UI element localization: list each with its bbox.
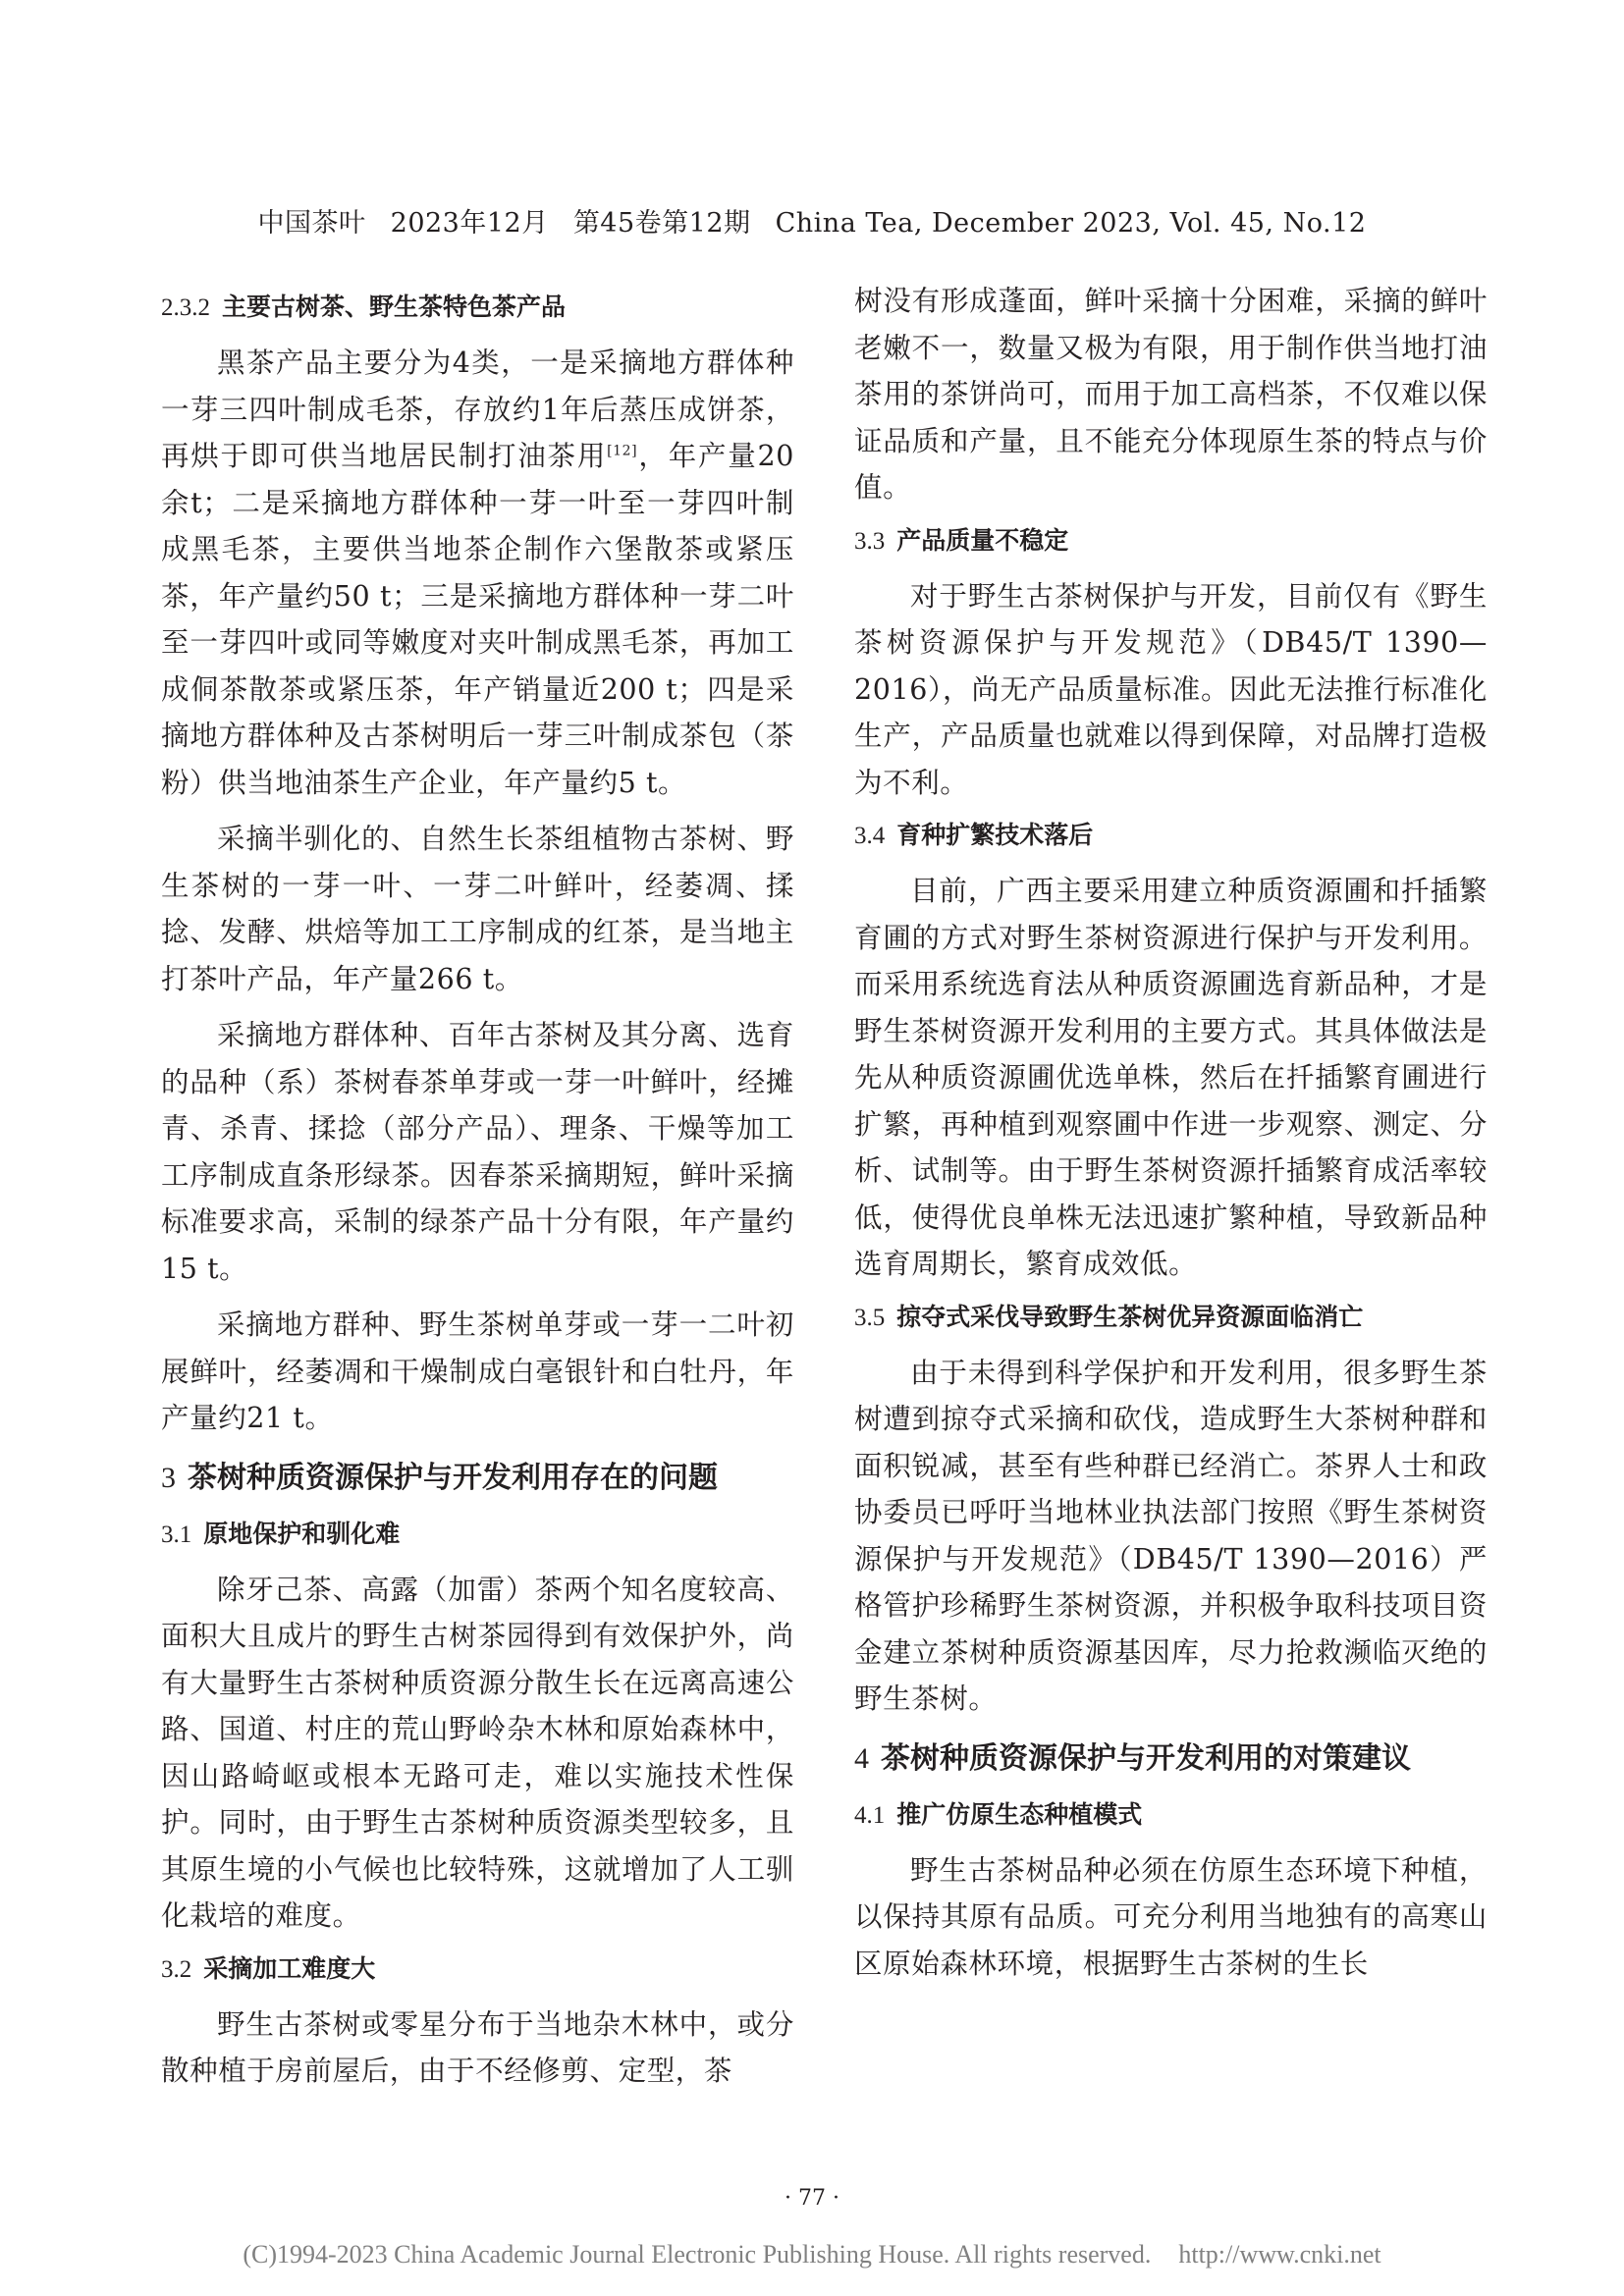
section-number: 4 <box>854 1741 869 1775</box>
section-heading-3 <box>161 1456 794 1501</box>
section-title: 育种扩繁技术落后 <box>896 821 1094 849</box>
section-number: 3.3 <box>854 527 886 555</box>
paragraph-breeding: 目前，广西主要采用建立种质资源圃和扦插繁育圃的方式对野生茶树资源进行保护与开发利用。而采用系统选育法从种质资源圃选育新品种，才是野生茶树资源开发利用的主要方式。其具体做法是先从种质资源圃优选单株，然后在扦插繁育圃进行扩繁，再种植到观察圃中作进一步观察、测定、分析、试制等。由于野生茶树资源扦插繁育成活率较低，使得优良单株无法迅速扩繁种植，导致新品种选育周期长，繁育成效低。 <box>854 875 1488 1280</box>
paragraph-quality: 对于野生古茶树保护与开发，目前仅有《野生茶树资源保护与开发规范》（DB45/T 1390—2016），尚无产品质量标准。因此无法推行标准化生产，产品质量也就难以得到保障，对品牌打造极为不利。 <box>854 579 1488 799</box>
journal-name-cn: 中国茶叶 <box>257 208 366 239</box>
section-number: 3.4 <box>854 823 886 849</box>
copyright-footer <box>0 2240 1624 2269</box>
paragraph-in-situ: 除牙己茶、高露（加雷）茶两个知名度较高、面积大且成片的野生古树茶园得到有效保护外，尚有大量野生古茶树种质资源分散生长在远离高速公路、国道、村庄的荒山野岭杂木林和原始森林中，因山路崎岖或根本无路可走，难以实施技术性保护。同时，由于野生古茶树种质资源类型较多，且其原生境的小气候也比较特殊，这就增加了人工驯化栽培的难度。 <box>161 1573 794 1932</box>
section-title: 掠夺式采伐导致野生茶树优异资源面临消亡 <box>896 1302 1364 1331</box>
section-heading-4 <box>854 1736 1488 1782</box>
section-number: 3 <box>161 1461 176 1494</box>
page-number: · 77 · <box>785 2186 839 2211</box>
journal-name-en: China Tea, December 2023, Vol. 45, No.12 <box>775 208 1367 239</box>
citation-ref: [12] <box>607 443 638 459</box>
paragraph-dark-tea <box>161 340 794 806</box>
section-title: 茶树种质资源保护与开发利用存在的问题 <box>188 1460 718 1495</box>
section-title: 原地保护和驯化难 <box>203 1519 401 1548</box>
section-title: 推广仿原生态种植模式 <box>896 1799 1143 1829</box>
section-heading-3-4 <box>854 816 1488 856</box>
copyright-text: (C)1994-2023 China Academic Journal Electronic Publishing House. All rights reserved. <box>243 2240 1152 2269</box>
left-column <box>161 278 794 2105</box>
issue-date-cn: 2023年12月 <box>390 208 549 239</box>
paragraph-white-tea: 采摘地方群种、野生茶树单芽或一芽一二叶初展鲜叶，经萎凋和干燥制成白毫银针和白牡丹，年产量约21 t。 <box>161 1308 794 1434</box>
paragraph-picking-continued: 树没有形成蓬面，鲜叶采摘十分困难，采摘的鲜叶老嫩不一，数量又极为有限，用于制作供当地打油茶用的茶饼尚可，而用于加工高档茶，不仅难以保证品质和产量，且不能充分体现原生茶的特点与价值。 <box>854 285 1488 504</box>
section-number: 3.2 <box>161 1955 192 1983</box>
section-number: 4.1 <box>854 1801 886 1829</box>
paragraph-planting: 野生古茶树品种必须在仿原生态环境下种植，以保持其原有品质。可充分利用当地独有的高寒山区原始森林环境，根据野生古茶树的生长 <box>854 1853 1488 1980</box>
cnki-link[interactable]: http://www.cnki.net <box>1178 2240 1381 2269</box>
paragraph-green-tea: 采摘地方群体种、百年古茶树及其分离、选育的品种（系）茶树春茶单芽或一芽一叶鲜叶，经摊青、杀青、揉捻（部分产品）、理条、干燥等加工工序制成直条形绿茶。因春茶采摘期短，鲜叶采摘标准要求高，采制的绿茶产品十分有限，年产量约15 t。 <box>161 1019 794 1285</box>
section-title: 主要古树茶、野生茶特色茶产品 <box>222 293 567 321</box>
section-heading-3-2 <box>161 1949 794 1990</box>
section-number: 2.3.2 <box>161 294 210 321</box>
section-heading-2-3-2 <box>161 288 794 328</box>
section-title: 采摘加工难度大 <box>203 1953 376 1983</box>
section-heading-3-3 <box>854 521 1488 561</box>
section-title: 茶树种质资源保护与开发利用的对策建议 <box>881 1740 1411 1776</box>
paragraph-text: ，年产量20余t；二是采摘地方群体种一芽一叶至一芽四叶制成黑毛茶，主要供当地茶企制作六堡散茶或紧压茶，年产量约50 t；三是采摘地方群体种一芽二叶至一芽四叶或同等嫩度对夹叶制成黑毛茶，再加工成侗茶散茶或紧压茶，年产销量近200 t；四是采摘地方群体种及古茶树明后一芽三叶制成茶包（茶粉）供当地油茶生产企业，年产量约5 t。 <box>161 440 794 799</box>
paragraph-black-tea: 采摘半驯化的、自然生长茶组植物古茶树、野生茶树的一芽一叶、一芽二叶鲜叶，经萎凋、揉捻、发酵、烘焙等加工工序制成的红茶，是当地主打茶叶产品，年产量266 t。 <box>161 823 794 995</box>
section-heading-3-1 <box>161 1515 794 1555</box>
section-number: 3.1 <box>161 1521 192 1548</box>
section-heading-3-5 <box>854 1298 1488 1338</box>
paragraph-text: 黑茶产品主要分为4类，一是采摘地方群体种一芽三四叶制成毛茶，存放约1年后蒸压成饼茶，再烘于即可供当地居民制打油茶用 <box>161 347 794 472</box>
section-heading-4-1 <box>854 1795 1488 1836</box>
section-title: 产品质量不稳定 <box>896 525 1069 555</box>
paragraph-harvesting: 由于未得到科学保护和开发利用，很多野生茶树遭到掠夺式采摘和砍伐，造成野生大茶树种群和面积锐减，甚至有些种群已经消亡。茶界人士和政协委员已呼吁当地林业执法部门按照《野生茶树资源保护与开发规范》（DB45/T 1390—2016）严格管护珍稀野生茶树资源，并积极争取科技项目资金建立茶树种质资源基因库，尽力抢救濒临灭绝的野生茶树。 <box>854 1356 1488 1715</box>
running-header <box>0 201 1624 240</box>
paragraph-picking: 野生古茶树或零星分布于当地杂木林中，或分散种植于房前屋后，由于不经修剪、定型，茶 <box>161 2007 794 2087</box>
right-column <box>854 278 1488 1997</box>
section-number: 3.5 <box>854 1304 886 1331</box>
volume-cn: 第45卷第12期 <box>572 208 751 239</box>
